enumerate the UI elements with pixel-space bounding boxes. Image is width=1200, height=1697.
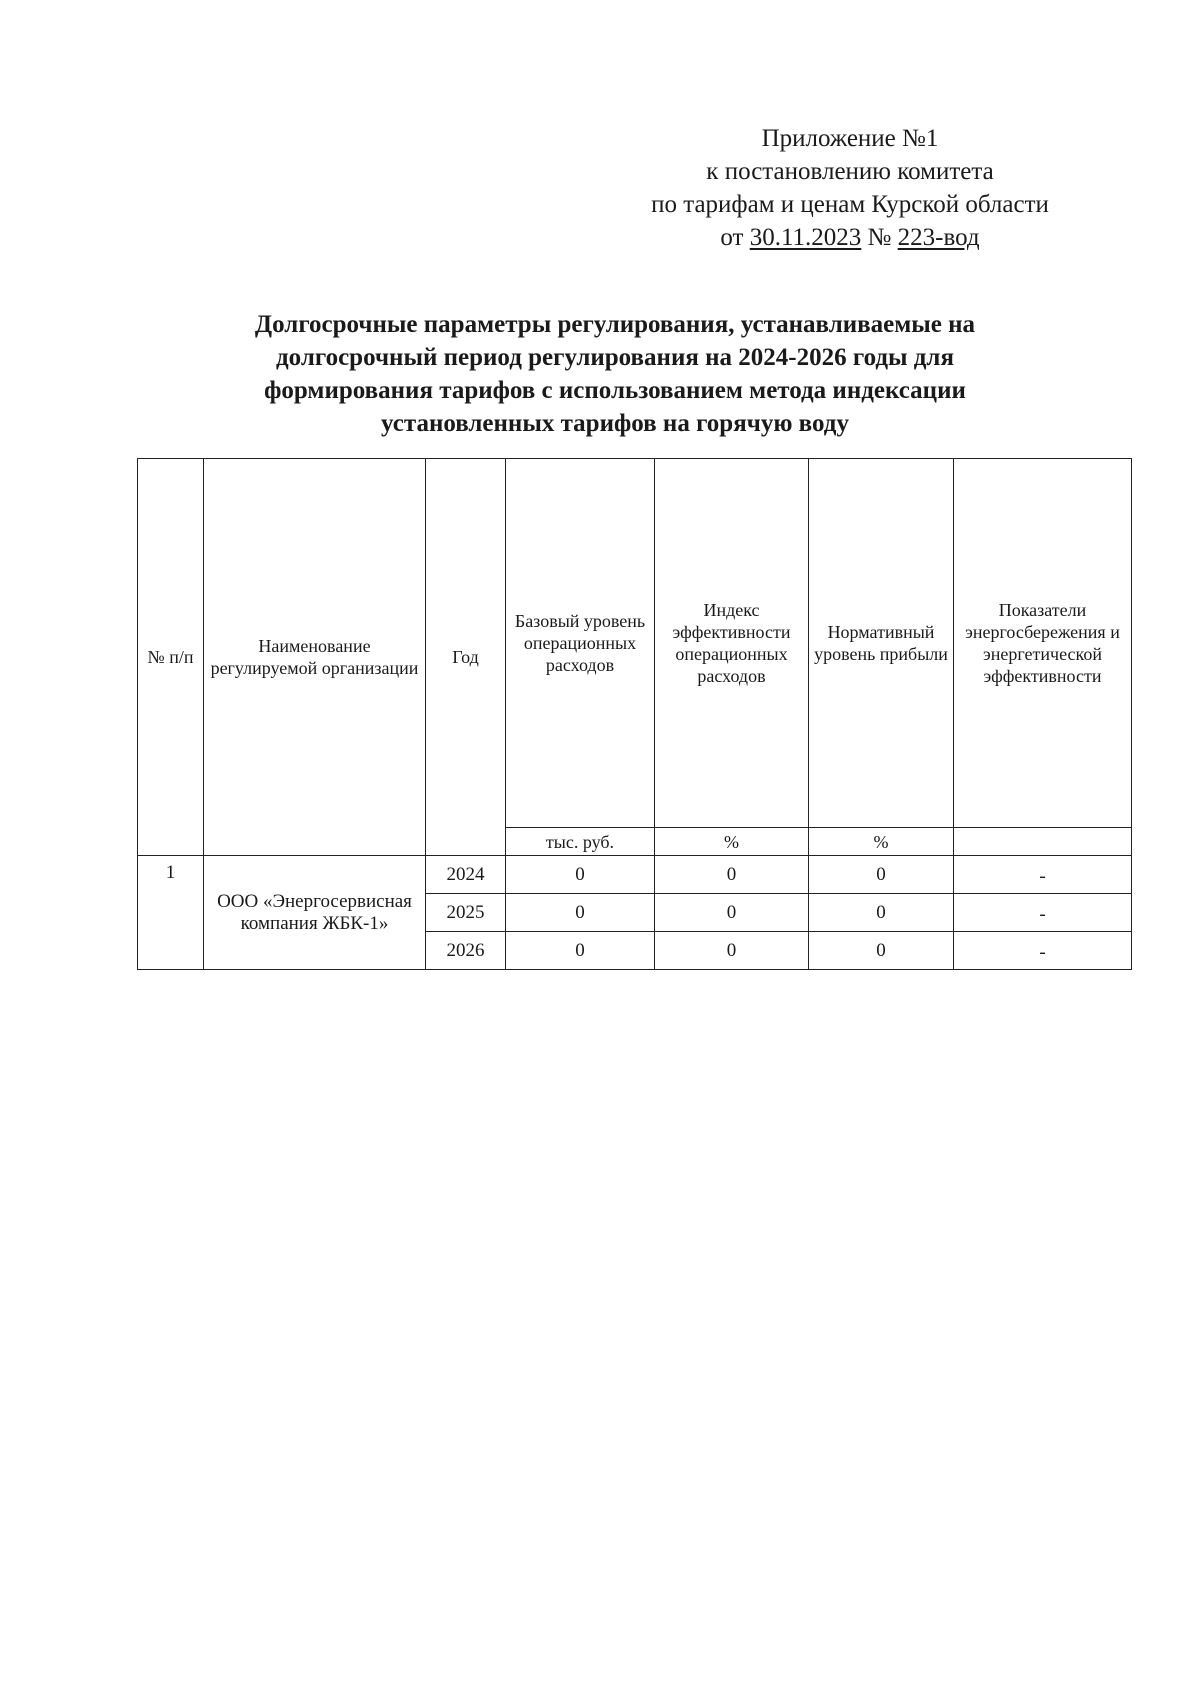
row-profit-value: 0 [809, 932, 954, 970]
row-index-value: 0 [655, 932, 809, 970]
resolution-date: 30.11.2023 [749, 224, 862, 251]
table-header-row [138, 459, 1132, 828]
row-year: 2024 [426, 856, 506, 894]
number-prefix: № [867, 224, 892, 251]
appendix-title: Приложение №1 [761, 125, 939, 152]
header-base-opex: Базовый уровень операционных расходов [506, 459, 655, 828]
row-energy-value: - [954, 856, 1132, 894]
row-energy-value: - [954, 932, 1132, 970]
appendix-block [600, 122, 1100, 254]
row-profit-value: 0 [809, 856, 954, 894]
row-base-value: 0 [506, 856, 655, 894]
date-prefix: от [720, 224, 744, 251]
row-index-value: 0 [655, 856, 809, 894]
table-row [138, 856, 1132, 894]
row-num: 1 [138, 856, 204, 970]
header-profit-level: Нормативный уровень прибыли [809, 459, 954, 828]
row-year: 2026 [426, 932, 506, 970]
row-index-value: 0 [655, 894, 809, 932]
unit-base: тыс. руб. [506, 828, 655, 856]
title-line-1: Долгосрочные параметры регулирования, устанавливаемые на [254, 311, 976, 338]
header-org: Наименование регулируемой организации [204, 459, 426, 856]
unit-index: % [655, 828, 809, 856]
appendix-line-resolution: к постановлению комитета [706, 158, 994, 185]
row-base-value: 0 [506, 894, 655, 932]
header-efficiency-index: Индекс эффективности операционных расходов [655, 459, 809, 828]
row-year: 2025 [426, 894, 506, 932]
row-energy-value: - [954, 894, 1132, 932]
row-profit-value: 0 [809, 894, 954, 932]
row-org-name: ООО «Энергосервисная компания ЖБК-1» [204, 856, 426, 970]
title-line-3: формирования тарифов с использованием метода индексации [264, 377, 966, 404]
header-energy-saving: Показатели энергосбережения и энергетической эффективности [954, 459, 1132, 828]
parameters-table [137, 458, 1132, 970]
unit-profit: % [809, 828, 954, 856]
header-year: Год [426, 459, 506, 856]
resolution-number: 223-вод [897, 224, 980, 251]
title-line-2: долгосрочный период регулирования на 2024-2026 годы для [276, 344, 954, 371]
title-line-4: установленных тарифов на горячую воду [381, 410, 849, 437]
row-base-value: 0 [506, 932, 655, 970]
header-num: № п/п [138, 459, 204, 856]
document-title [195, 308, 1035, 440]
unit-energy [954, 828, 1132, 856]
appendix-line-committee: по тарифам и ценам Курской области [651, 191, 1049, 218]
appendix-date-line [600, 221, 1100, 254]
